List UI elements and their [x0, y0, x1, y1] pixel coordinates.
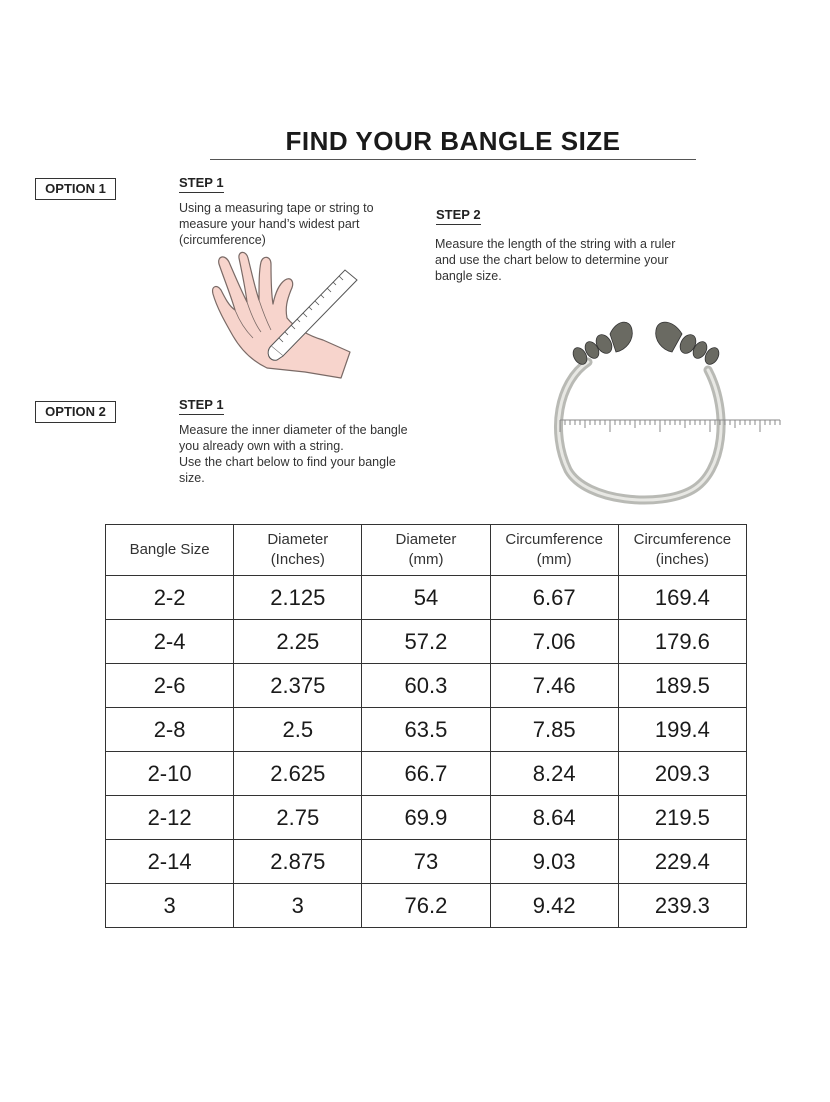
header-circumference-mm	[490, 525, 618, 576]
table-cell: 2.75	[234, 796, 362, 840]
table-cell: 2.375	[234, 664, 362, 708]
table-cell: 239.3	[618, 884, 746, 928]
header-line: Diameter	[267, 531, 329, 548]
text-line: (circumference)	[179, 233, 266, 247]
option-1-step-1-heading: STEP 1	[179, 175, 224, 193]
table-cell: 2-10	[106, 752, 234, 796]
header-line: Bangle Size	[129, 541, 210, 558]
table-cell: 189.5	[618, 664, 746, 708]
title-underline	[210, 159, 696, 160]
text-line: bangle size.	[435, 269, 502, 283]
header-line: Circumference	[505, 531, 603, 548]
table-cell: 6.67	[490, 576, 618, 620]
header-line: (mm)	[408, 551, 444, 568]
table-cell: 69.9	[362, 796, 490, 840]
text-line: Using a measuring tape or string to	[179, 201, 374, 215]
table-cell: 57.2	[362, 620, 490, 664]
table-row	[106, 840, 747, 884]
table-cell: 9.03	[490, 840, 618, 884]
table-cell: 219.5	[618, 796, 746, 840]
text-line: size.	[179, 471, 205, 485]
text-line: Use the chart below to find your bangle	[179, 455, 396, 469]
option-2-label: OPTION 2	[35, 401, 116, 423]
table-row	[106, 752, 747, 796]
table-cell: 8.64	[490, 796, 618, 840]
table-cell: 229.4	[618, 840, 746, 884]
table-cell: 179.6	[618, 620, 746, 664]
bangle-icon	[558, 322, 721, 500]
table-cell: 2-14	[106, 840, 234, 884]
hand-measuring-tape-illustration	[205, 248, 365, 380]
table-cell: 7.46	[490, 664, 618, 708]
header-diameter-mm	[362, 525, 490, 576]
table-cell: 60.3	[362, 664, 490, 708]
option-2-step-1-text	[179, 422, 439, 486]
table-header-row	[106, 525, 747, 576]
table-cell: 76.2	[362, 884, 490, 928]
table-cell: 2-8	[106, 708, 234, 752]
table-cell: 2.5	[234, 708, 362, 752]
table-cell: 2-4	[106, 620, 234, 664]
table-row	[106, 708, 747, 752]
text-line: Measure the inner diameter of the bangle	[179, 423, 408, 437]
header-line: (inches)	[655, 551, 710, 568]
header-diameter-inches	[234, 525, 362, 576]
bangle-ruler-illustration	[540, 312, 790, 510]
option-1-step-1-text	[179, 200, 409, 248]
table-cell: 7.06	[490, 620, 618, 664]
table-cell: 9.42	[490, 884, 618, 928]
header-bangle-size	[106, 525, 234, 576]
text-line: and use the chart below to determine your	[435, 253, 669, 267]
table-cell: 73	[362, 840, 490, 884]
table-row	[106, 664, 747, 708]
table-cell: 66.7	[362, 752, 490, 796]
table-cell: 2.875	[234, 840, 362, 884]
ruler-icon	[560, 420, 780, 432]
table-cell: 54	[362, 576, 490, 620]
table-row	[106, 796, 747, 840]
table-cell: 199.4	[618, 708, 746, 752]
table-cell: 7.85	[490, 708, 618, 752]
table-cell: 2-12	[106, 796, 234, 840]
table-row	[106, 576, 747, 620]
header-line: Circumference	[633, 531, 732, 548]
text-line: Measure the length of the string with a ruler	[435, 237, 676, 251]
table-cell: 2.625	[234, 752, 362, 796]
header-line: (mm)	[536, 551, 572, 568]
table-cell: 2.25	[234, 620, 362, 664]
option-2-step-1-heading: STEP 1	[179, 397, 224, 415]
table-cell: 2-6	[106, 664, 234, 708]
header-circumference-inches	[618, 525, 746, 576]
bangle-size-table	[105, 524, 747, 928]
table-cell: 2.125	[234, 576, 362, 620]
text-line: measure your hand’s widest part	[179, 217, 360, 231]
table-row	[106, 620, 747, 664]
table-cell: 209.3	[618, 752, 746, 796]
page-title: FIND YOUR BANGLE SIZE	[285, 126, 621, 156]
table-cell: 2-2	[106, 576, 234, 620]
header-line: Diameter	[395, 531, 457, 548]
hand-icon	[213, 252, 350, 378]
table-cell: 63.5	[362, 708, 490, 752]
table-cell: 169.4	[618, 576, 746, 620]
table-cell: 3	[106, 884, 234, 928]
table-row	[106, 884, 747, 928]
table-cell: 3	[234, 884, 362, 928]
header-line: (Inches)	[270, 551, 325, 568]
option-1-step-2-heading: STEP 2	[436, 207, 481, 225]
text-line: you already own with a string.	[179, 439, 344, 453]
option-1-step-2-text	[435, 236, 715, 284]
table-cell: 8.24	[490, 752, 618, 796]
option-1-label: OPTION 1	[35, 178, 116, 200]
